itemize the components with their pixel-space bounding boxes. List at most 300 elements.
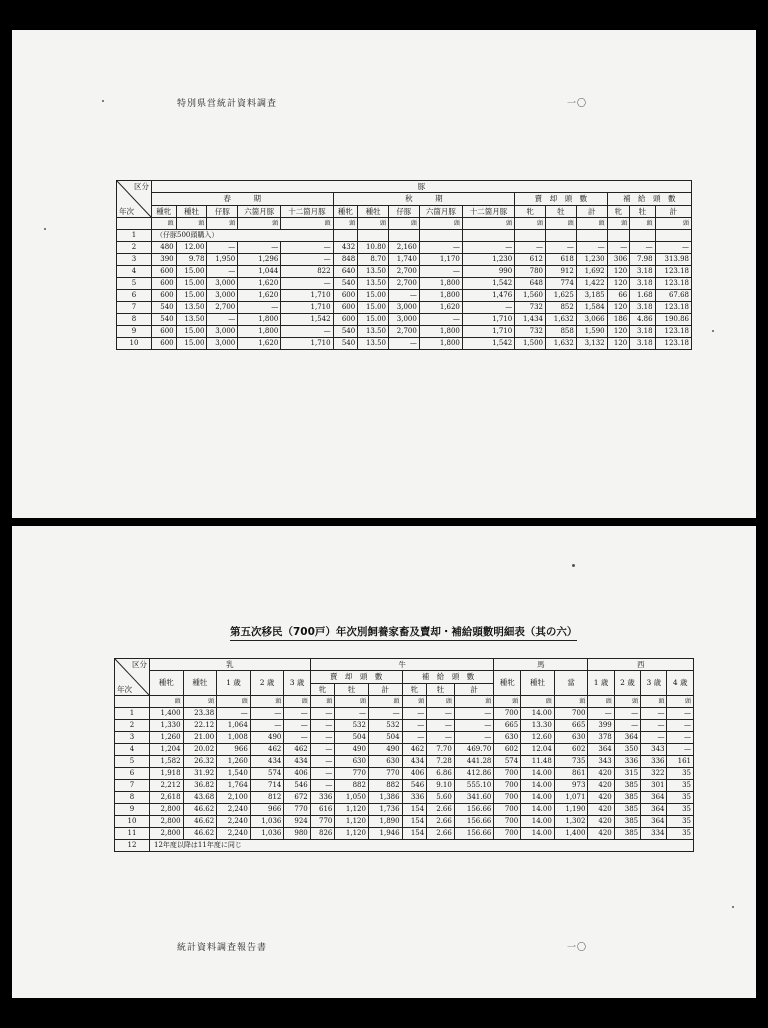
data-cell: 1,190 — [554, 804, 588, 816]
table-row — [115, 792, 694, 804]
spring-sub-header: 種牡 — [176, 205, 207, 217]
data-cell: 20.02 — [183, 744, 217, 756]
data-cell: 35 — [667, 816, 694, 828]
year-cell: 6 — [115, 768, 150, 780]
cow-sub-header: 牡 — [335, 684, 369, 696]
data-cell: 420 — [588, 792, 614, 804]
table-row — [117, 254, 692, 266]
data-cell: — — [402, 732, 427, 744]
data-cell: 6.86 — [427, 768, 455, 780]
data-cell: 1,230 — [462, 254, 514, 266]
data-cell: 2,800 — [150, 804, 184, 816]
data-cell: — — [250, 708, 284, 720]
data-cell: 1,800 — [419, 326, 462, 338]
data-cell — [419, 230, 462, 242]
data-cell: 14.00 — [521, 708, 555, 720]
year-cell — [115, 696, 150, 708]
data-cell: 826 — [310, 828, 335, 840]
unit-cell: 頭 — [630, 218, 655, 230]
data-cell: 35 — [667, 768, 694, 780]
data-cell: — — [310, 756, 335, 768]
data-cell: 13.50 — [358, 278, 389, 290]
table-row — [117, 242, 692, 254]
horse-sub-header: 4 歳 — [667, 671, 694, 696]
table-row — [115, 708, 694, 720]
data-cell: 390 — [152, 254, 177, 266]
data-cell: 9.78 — [176, 254, 207, 266]
data-cell: 630 — [368, 756, 402, 768]
data-cell — [515, 230, 546, 242]
data-cell: 15.00 — [176, 326, 207, 338]
data-cell: 774 — [546, 278, 577, 290]
year-cell: 9 — [117, 326, 152, 338]
data-cell: 3.18 — [630, 278, 655, 290]
supply-sub-header: 牝 — [607, 205, 630, 217]
data-cell: — — [576, 242, 607, 254]
goat-sub-header: 種牡 — [183, 671, 217, 696]
data-cell: 154 — [402, 816, 427, 828]
data-cell: 1,800 — [238, 314, 281, 326]
data-cell: 322 — [641, 768, 667, 780]
data-cell: 966 — [217, 744, 251, 756]
data-cell: 10.80 — [358, 242, 389, 254]
data-cell: 630 — [335, 756, 369, 768]
spring-sub-header: 仔豚 — [207, 205, 238, 217]
data-cell: 385 — [614, 780, 640, 792]
data-cell: 600 — [152, 338, 177, 350]
data-cell: 434 — [250, 756, 284, 768]
table-row — [115, 840, 694, 852]
year-cell: 11 — [115, 828, 150, 840]
cow-sub-header: 計 — [368, 684, 402, 696]
unit-cell: 頭 — [152, 218, 177, 230]
data-cell: 120 — [607, 326, 630, 338]
data-cell: 600 — [333, 314, 358, 326]
data-cell: — — [310, 708, 335, 720]
data-cell: 1,386 — [368, 792, 402, 804]
data-cell: 1,170 — [419, 254, 462, 266]
data-cell: 15.00 — [176, 278, 207, 290]
data-cell: — — [667, 744, 694, 756]
data-cell: 441.28 — [454, 756, 494, 768]
data-cell: 700 — [554, 708, 588, 720]
data-cell: 2,800 — [150, 828, 184, 840]
data-cell: 378 — [588, 732, 614, 744]
table-row — [115, 804, 694, 816]
data-cell: 480 — [152, 242, 177, 254]
data-cell: 732 — [515, 326, 546, 338]
data-cell: 1,950 — [207, 254, 238, 266]
data-cell: 154 — [402, 828, 427, 840]
data-cell: 780 — [515, 266, 546, 278]
table-row — [115, 780, 694, 792]
year-cell: 2 — [115, 720, 150, 732]
data-cell: 1,542 — [281, 314, 333, 326]
data-cell: 3.18 — [630, 302, 655, 314]
unit-cell: 頭 — [667, 696, 694, 708]
data-cell: 154 — [402, 804, 427, 816]
data-cell: 420 — [588, 828, 614, 840]
data-cell: 1,620 — [238, 338, 281, 350]
data-cell: 1,692 — [576, 266, 607, 278]
data-cell: 600 — [152, 266, 177, 278]
data-cell: 2,700 — [389, 278, 420, 290]
page-header-left: 特別県営統計資料調査 — [177, 99, 278, 109]
data-cell: 35 — [667, 828, 694, 840]
data-cell: 1,434 — [515, 314, 546, 326]
data-cell: 700 — [494, 816, 521, 828]
data-cell: 67.68 — [655, 290, 691, 302]
data-cell: 306 — [607, 254, 630, 266]
data-cell: 364 — [588, 744, 614, 756]
data-cell: — — [310, 768, 335, 780]
data-cell: 490 — [368, 744, 402, 756]
data-cell: 12.60 — [521, 732, 555, 744]
data-cell: — — [588, 708, 614, 720]
data-cell: — — [655, 242, 691, 254]
data-cell: — — [454, 732, 494, 744]
data-cell: 1,036 — [250, 816, 284, 828]
data-cell: — — [641, 708, 667, 720]
goat-sub-header: 2 歳 — [250, 671, 284, 696]
data-cell: 1,584 — [576, 302, 607, 314]
data-cell: 3,066 — [576, 314, 607, 326]
data-cell: — — [454, 708, 494, 720]
scan-speck — [44, 228, 46, 230]
data-cell: 2,240 — [217, 804, 251, 816]
data-cell: — — [310, 720, 335, 732]
data-cell: 574 — [250, 768, 284, 780]
data-cell: — — [462, 242, 514, 254]
data-cell: 123.18 — [655, 326, 691, 338]
data-cell: 420 — [588, 780, 614, 792]
corner-cell — [115, 659, 150, 696]
scan-speck — [732, 906, 734, 908]
data-cell: 973 — [554, 780, 588, 792]
sale-header: 賣 却 頭 數 — [515, 193, 607, 205]
data-cell: 35 — [667, 804, 694, 816]
data-cell: 7.98 — [630, 254, 655, 266]
data-cell: — — [284, 720, 310, 732]
data-cell — [546, 230, 577, 242]
data-cell: 1,120 — [335, 804, 369, 816]
unit-cell: 頭 — [419, 218, 462, 230]
horse-header: 馬 — [494, 659, 588, 671]
data-cell: 350 — [614, 744, 640, 756]
data-cell: 600 — [333, 290, 358, 302]
data-cell: 1,710 — [281, 290, 333, 302]
data-cell: 156.66 — [454, 828, 494, 840]
data-cell: 1,204 — [150, 744, 184, 756]
data-cell: 385 — [614, 828, 640, 840]
data-cell: 1,260 — [150, 732, 184, 744]
unit-cell: 頭 — [207, 218, 238, 230]
data-cell: — — [667, 732, 694, 744]
data-cell: 714 — [250, 780, 284, 792]
unit-cell: 頭 — [310, 696, 335, 708]
data-cell: 770 — [284, 804, 310, 816]
data-cell: 343 — [641, 744, 667, 756]
data-cell: — — [238, 302, 281, 314]
data-cell: 364 — [641, 792, 667, 804]
data-cell: — — [402, 720, 427, 732]
data-cell: 26.32 — [183, 756, 217, 768]
data-cell: — — [207, 242, 238, 254]
year-cell: 8 — [115, 792, 150, 804]
table-row — [115, 828, 694, 840]
data-cell: 313.98 — [655, 254, 691, 266]
data-cell: 315 — [614, 768, 640, 780]
data-cell: 735 — [554, 756, 588, 768]
data-cell: 66 — [607, 290, 630, 302]
data-cell: 1,500 — [515, 338, 546, 350]
year-cell: 10 — [115, 816, 150, 828]
data-cell: — — [207, 314, 238, 326]
data-cell: 1,008 — [217, 732, 251, 744]
data-cell — [462, 230, 514, 242]
data-cell: 2,618 — [150, 792, 184, 804]
data-cell: 12.04 — [521, 744, 555, 756]
data-cell: 1,120 — [335, 828, 369, 840]
year-cell: 3 — [115, 732, 150, 744]
data-cell: 1,590 — [576, 326, 607, 338]
data-cell — [358, 230, 389, 242]
data-cell: — — [310, 732, 335, 744]
data-cell: — — [281, 278, 333, 290]
year-cell: 9 — [115, 804, 150, 816]
data-cell: 15.00 — [176, 266, 207, 278]
spring-header: 春 期 — [152, 193, 334, 205]
table-row — [117, 290, 692, 302]
data-cell: 912 — [546, 266, 577, 278]
data-cell: 540 — [333, 338, 358, 350]
data-cell: — — [614, 708, 640, 720]
data-cell: 1,800 — [419, 338, 462, 350]
data-cell: 1,230 — [576, 254, 607, 266]
data-cell: 123.18 — [655, 338, 691, 350]
autumn-sub-header: 種牡 — [358, 205, 389, 217]
data-cell: 31.92 — [183, 768, 217, 780]
data-cell: — — [250, 720, 284, 732]
data-cell: 630 — [494, 732, 521, 744]
data-cell: 14.00 — [521, 804, 555, 816]
unit-cell: 頭 — [641, 696, 667, 708]
year-cell: 4 — [115, 744, 150, 756]
data-cell — [655, 230, 691, 242]
data-cell: 7.28 — [427, 756, 455, 768]
data-cell: 15.00 — [358, 314, 389, 326]
data-cell: 616 — [310, 804, 335, 816]
data-cell: 1,044 — [238, 266, 281, 278]
data-cell: — — [281, 254, 333, 266]
data-cell: 1,120 — [335, 816, 369, 828]
page-header-right: 一〇 — [567, 99, 588, 109]
data-cell: — — [281, 242, 333, 254]
table-row — [117, 266, 692, 278]
unit-cell: 頭 — [607, 218, 630, 230]
data-cell: — — [462, 302, 514, 314]
data-cell: — — [515, 242, 546, 254]
data-cell: 3.18 — [630, 266, 655, 278]
data-cell: 848 — [333, 254, 358, 266]
data-cell: — — [335, 708, 369, 720]
data-cell: 602 — [554, 744, 588, 756]
data-cell: — — [427, 732, 455, 744]
data-cell — [630, 230, 655, 242]
data-cell: — — [402, 708, 427, 720]
page-footer-left: 統計資料調査報告書 — [177, 943, 268, 953]
data-cell: 540 — [333, 278, 358, 290]
data-cell: — — [630, 242, 655, 254]
data-cell: 420 — [588, 804, 614, 816]
data-cell: 2,100 — [217, 792, 251, 804]
data-cell: 490 — [335, 744, 369, 756]
corner-cell — [117, 181, 152, 218]
scan-speck — [572, 564, 575, 567]
data-cell: 3.18 — [630, 326, 655, 338]
data-cell: 23.38 — [183, 708, 217, 720]
year-cell: 12 — [115, 840, 150, 852]
data-cell: 123.18 — [655, 278, 691, 290]
data-cell: 9.10 — [427, 780, 455, 792]
data-cell: 120 — [607, 302, 630, 314]
data-cell: 700 — [494, 768, 521, 780]
data-cell: 1,330 — [150, 720, 184, 732]
cow-sale-header: 賣 却 頭 數 — [310, 671, 402, 684]
data-cell: — — [217, 708, 251, 720]
note-cell: 12年度以降は11年度に同じ — [150, 840, 694, 852]
data-cell: 14.00 — [521, 816, 555, 828]
data-cell: — — [419, 266, 462, 278]
horse-sub-header: 2 歳 — [614, 671, 640, 696]
data-cell: — — [238, 242, 281, 254]
data-cell: 301 — [641, 780, 667, 792]
data-cell: 2.66 — [427, 828, 455, 840]
data-cell: 1,918 — [150, 768, 184, 780]
unit-cell: 頭 — [494, 696, 521, 708]
data-cell: — — [667, 708, 694, 720]
data-cell: 15.00 — [358, 290, 389, 302]
unit-cell: 頭 — [454, 696, 494, 708]
cow-sub-header: 牝 — [402, 684, 427, 696]
data-cell: 2,240 — [217, 828, 251, 840]
data-cell: 1,050 — [335, 792, 369, 804]
year-cell: 1 — [115, 708, 150, 720]
data-cell: 8.70 — [358, 254, 389, 266]
data-cell: 13.50 — [358, 338, 389, 350]
data-cell: 432 — [333, 242, 358, 254]
data-cell: 406 — [284, 768, 310, 780]
unit-cell: 頭 — [183, 696, 217, 708]
data-cell: 1,710 — [462, 314, 514, 326]
unit-row — [117, 218, 692, 230]
data-cell: 3,000 — [207, 326, 238, 338]
year-cell: 7 — [117, 302, 152, 314]
data-cell: 46.62 — [183, 804, 217, 816]
data-cell: 1,740 — [389, 254, 420, 266]
data-cell: 120 — [607, 266, 630, 278]
data-cell: 15.00 — [358, 302, 389, 314]
table-row — [115, 756, 694, 768]
unit-cell: 頭 — [217, 696, 251, 708]
unit-row — [115, 696, 694, 708]
data-cell: 1,710 — [462, 326, 514, 338]
data-cell: 399 — [588, 720, 614, 732]
data-cell: 14.00 — [521, 828, 555, 840]
data-cell: — — [207, 266, 238, 278]
autumn-sub-header: 十二箇月豚 — [462, 205, 514, 217]
data-cell: 2,700 — [207, 302, 238, 314]
data-cell: 574 — [494, 756, 521, 768]
unit-cell: 頭 — [335, 696, 369, 708]
data-cell: 882 — [335, 780, 369, 792]
supply-sub-header: 計 — [655, 205, 691, 217]
data-cell — [576, 230, 607, 242]
data-cell: — — [546, 242, 577, 254]
data-cell: 7.70 — [427, 744, 455, 756]
cow-sub-header: 牝 — [310, 684, 335, 696]
supply-header: 補 給 頭 數 — [607, 193, 691, 205]
goat-header: 乳 — [150, 659, 311, 671]
data-cell: 1,540 — [217, 768, 251, 780]
table-row — [115, 732, 694, 744]
supply-sub-header: 牡 — [630, 205, 655, 217]
table-row — [117, 326, 692, 338]
table-row — [115, 720, 694, 732]
data-cell: 336 — [641, 756, 667, 768]
data-cell: 3,000 — [389, 314, 420, 326]
data-cell: 420 — [588, 816, 614, 828]
data-cell: 43.68 — [183, 792, 217, 804]
data-cell: — — [284, 708, 310, 720]
data-cell: 13.30 — [521, 720, 555, 732]
data-cell: 1,620 — [238, 290, 281, 302]
data-cell: 1,710 — [281, 302, 333, 314]
data-cell: 336 — [310, 792, 335, 804]
table-row — [117, 230, 692, 242]
horse-sub-header: 種牝 — [494, 671, 521, 696]
table-row — [117, 278, 692, 290]
data-cell: 2.66 — [427, 816, 455, 828]
unit-cell: 頭 — [588, 696, 614, 708]
data-cell: 1,800 — [238, 326, 281, 338]
data-cell: 770 — [335, 768, 369, 780]
data-cell: 672 — [284, 792, 310, 804]
table-title: 第五次移民（700戸）年次別飼養家畜及賣却・補給頭數明細表（其の六） — [230, 624, 577, 641]
horse-sub-header: 1 歳 — [588, 671, 614, 696]
cow-supply-header: 補 給 頭 數 — [402, 671, 494, 684]
data-cell: 1,422 — [576, 278, 607, 290]
livestock-table — [114, 658, 694, 852]
data-cell: 22.12 — [183, 720, 217, 732]
data-cell: 1,542 — [462, 278, 514, 290]
data-cell: 966 — [250, 804, 284, 816]
data-cell: 5.60 — [427, 792, 455, 804]
data-cell: 1,800 — [419, 278, 462, 290]
data-cell: 190.86 — [655, 314, 691, 326]
data-cell: 648 — [515, 278, 546, 290]
data-cell: — — [427, 708, 455, 720]
scan-page-lower — [12, 526, 756, 998]
data-cell: — — [389, 338, 420, 350]
year-cell: 5 — [117, 278, 152, 290]
data-cell: 3,000 — [207, 278, 238, 290]
data-cell: 540 — [333, 326, 358, 338]
data-cell: 882 — [368, 780, 402, 792]
data-cell: 120 — [607, 338, 630, 350]
year-cell: 3 — [117, 254, 152, 266]
unit-cell: 頭 — [238, 218, 281, 230]
